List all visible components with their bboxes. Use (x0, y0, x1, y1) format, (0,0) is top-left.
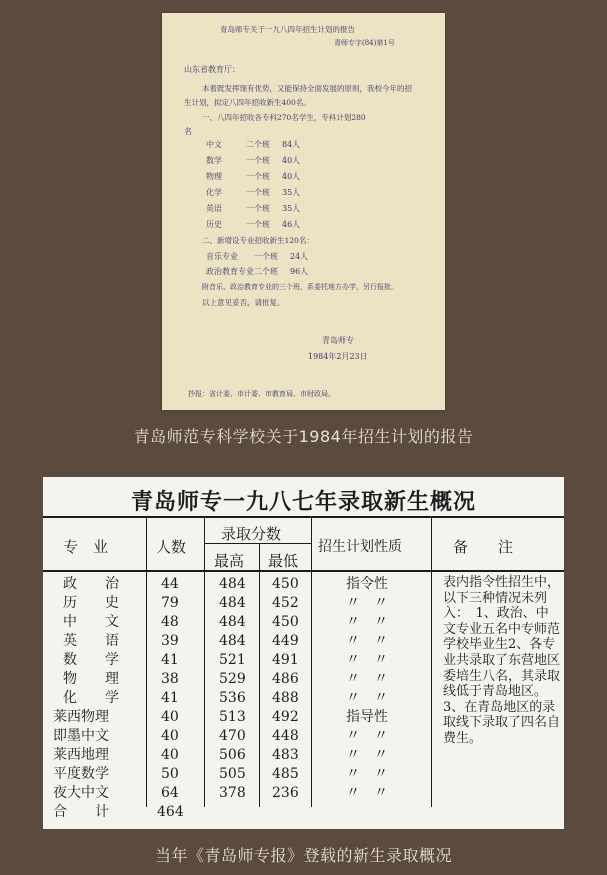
table-rule-top (43, 516, 564, 518)
header-major: 专 业 (63, 538, 109, 556)
table-vline (431, 517, 432, 807)
header-nature: 招生计划性质 (318, 539, 402, 555)
report-photo: 青岛师专关于一九八四年招生计划的报告 青师专字(84)第1号 山东省教育厅： 本着既发挥现有优势，又能保持全面发展的原则，我校今年的招 生计划，拟定八四年招收新生400名。 一、八四年招收各专科270名学生，专科计划280 名 中文 二个班 84人 数学 一个班 40人 物理 一个班 40人 化学 一个班 35人 英语 一个班 35人 历史 一个班 46人 二、新增设专业招收新生120名： 音乐专业 一个班 24人 政治教育专业 二个班 96人 附音乐、政治教育专业的三个班，系委托地方办学，另行报批。 以上意见妥否，请批复。 青岛师专 1984年2月23日 抄报：省计委、市计委、市教育局、市财政局。 (162, 13, 445, 410)
report-section1-tail: 名 (184, 127, 192, 136)
report-note2: 以上意见妥否，请批复。 (202, 298, 285, 307)
report-title: 青岛师专关于一九八四年招生计划的报告 (220, 25, 355, 34)
table-vline (146, 517, 147, 807)
header-max: 最高 (214, 552, 245, 570)
table-remark: 表内指令性招生中，以下三种情况未列入： 1、政治、中文专业五名中专师范学校毕业生2、各专业共录取了东营地区委培生八名，其录取线低于青岛地区。3、在青岛地区的录取线下录取了四名自费生。 (443, 575, 561, 746)
report-cc: 抄报：省计委、市计委、市教育局、市财政局。 (188, 390, 335, 398)
report-doc-number: 青师专字(84)第1号 (334, 39, 395, 47)
report-recipient: 山东省教育厅： (184, 65, 240, 74)
table-vline (259, 544, 260, 807)
report-section2: 二、新增设专业招收新生120名： (202, 236, 314, 245)
table-vline (311, 517, 312, 807)
report-date: 1984年2月23日 (308, 352, 368, 361)
header-score: 录取分数 (221, 525, 282, 543)
report-signature: 青岛师专 (322, 336, 354, 345)
report-note1: 附音乐、政治教育专业的三个班，系委托地方办学，另行报批。 (202, 283, 398, 291)
table-rule-header (43, 570, 564, 572)
caption-report: 青岛师范专科学校关于1984年招生计划的报告 (133, 427, 474, 446)
header-remark: 备 注 (453, 538, 514, 556)
newspaper-table-photo: 青岛师专一九八七年录取新生概况 专 业 人数 录取分数 最高 最低 招生计划性质 备 注 政 治 44 484 450 指令性 历 史 79 484 452 〃 〃 中 文 48 484 450 〃 〃 英 语 39 484 449 〃 〃 数 学 41 521 491 〃 〃 物 理 38 529 486 〃 〃 化 学 41 536 488 〃 〃 莱西物理 40 513 492 指导性 即墨中文 40 470 448 〃 〃 莱西地理 40 506 483 〃 〃 平度数学 50 505 485 〃 〃 夜大中文 64 378 236 〃 〃 合 计 464 表内指令性招生中，以下三种情况未列入： 1、政治、中文专业五名中专师范学校毕业生2、各专业共录取了东营地区委培生八名，其录取线低于青岛地区。3、在青岛地区的录取线下录取了四名自费生。 (43, 477, 564, 829)
caption-table: 当年《青岛师专报》登载的新生录取概况 (154, 846, 452, 865)
report-section1: 一、八四年招收各专科270名学生，专科计划280 (202, 113, 366, 122)
header-min: 最低 (268, 552, 299, 570)
table-vline (204, 517, 205, 807)
table-title: 青岛师专一九八七年录取新生概况 (130, 489, 476, 515)
header-count: 人数 (156, 538, 187, 556)
report-para2: 生计划，拟定八四年招收新生400名。 (184, 98, 311, 107)
report-para1: 本着既发挥现有优势，又能保持全面发展的原则，我校今年的招 (202, 84, 412, 93)
